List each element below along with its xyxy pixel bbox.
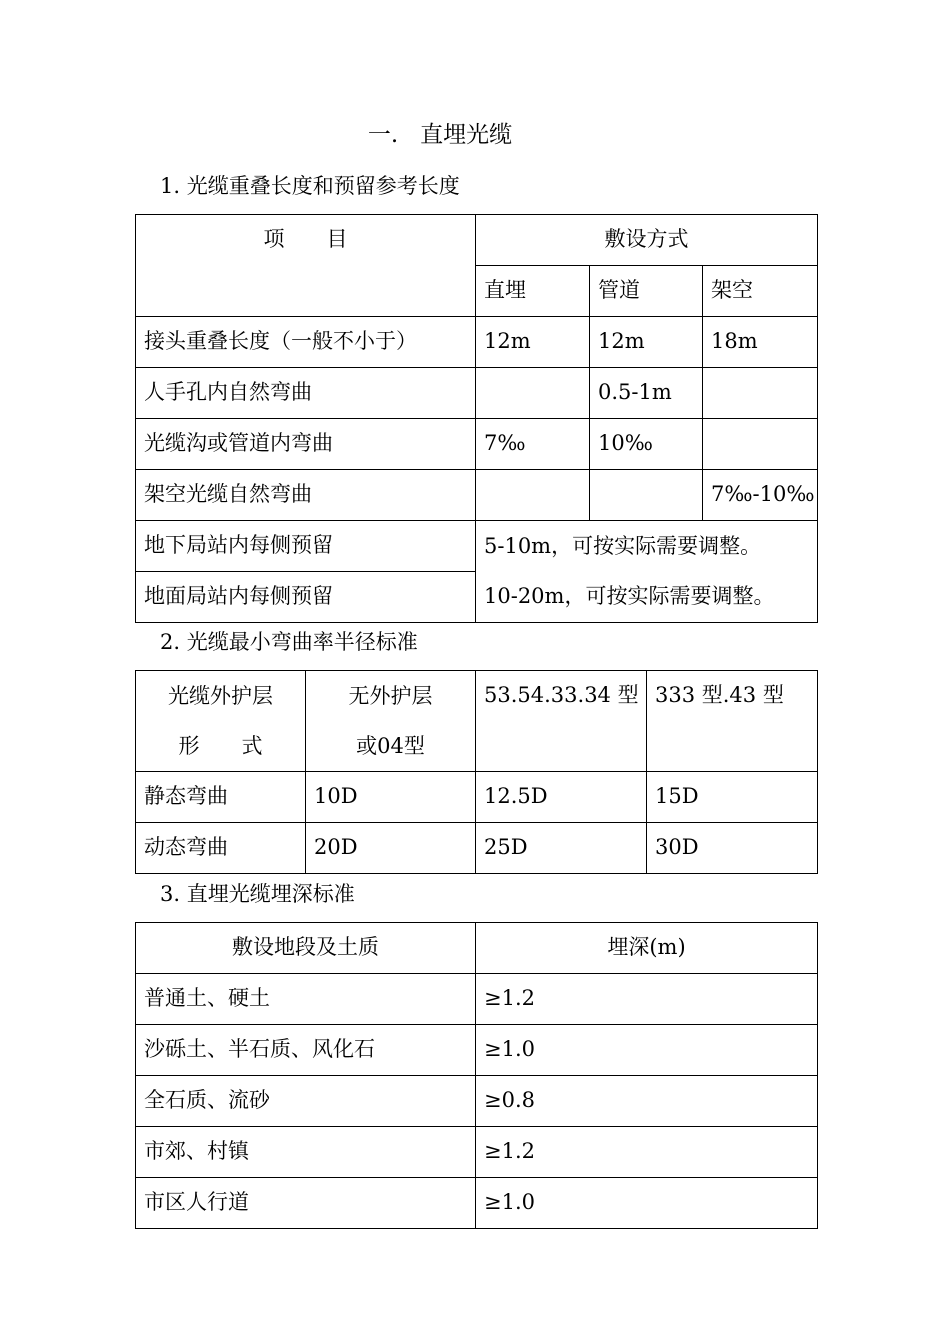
cell-value: ≥0.8 [476,1076,818,1127]
cell-value: 7‰-10‰ [703,470,818,521]
table-row [136,823,818,874]
row-label: 人手孔内自然弯曲 [136,368,476,419]
cell-value: ≥1.2 [476,1127,818,1178]
table-row [136,368,818,419]
burial-depth-table [135,922,818,1229]
table-row [136,521,818,572]
cell-value [590,470,703,521]
section3-heading: 3. 直埋光缆埋深标准 [160,882,355,906]
header-line: 或04型 [356,734,425,758]
row-label: 架空光缆自然弯曲 [136,470,476,521]
section1-heading: 1. 光缆重叠长度和预留参考长度 [160,174,460,198]
page-title [0,116,880,149]
cell-value: 18m [703,317,818,368]
row-label: 全石质、流砂 [136,1076,476,1127]
row-label: 静态弯曲 [136,772,306,823]
cell-value: 12.5D [476,772,647,823]
row-label: 市郊、村镇 [136,1127,476,1178]
cell-value: ≥1.0 [476,1178,818,1229]
header-line: 形 式 [178,734,263,758]
table-row [136,1178,818,1229]
cell-value: 12m [590,317,703,368]
header-no-sheath [306,671,476,772]
title-number: 一. [367,122,399,148]
table-row [136,419,818,470]
header-line: 光缆外护层 [168,684,273,708]
reserve-note: 10-20m，可按实际需要调整。 [484,584,775,608]
header-type-53: 53.54.33.34 型 [476,671,647,772]
cell-value: 10D [306,772,476,823]
cell-value [476,368,590,419]
header-method: 敷设方式 [476,215,818,266]
cell-value: ≥1.0 [476,1025,818,1076]
reserve-notes [476,521,818,623]
subheader-aerial: 架空 [703,266,818,317]
bend-radius-table [135,670,818,874]
header-line: 无外护层 [348,684,433,708]
cell-value [703,368,818,419]
reserve-note: 5-10m，可按实际需要调整。 [484,534,762,558]
row-label: 光缆沟或管道内弯曲 [136,419,476,470]
cell-value: ≥1.2 [476,974,818,1025]
header-type-333: 333 型.43 型 [647,671,818,772]
row-label: 普通土、硬土 [136,974,476,1025]
overlap-reserve-table [135,214,818,623]
table-row [136,1127,818,1178]
table-row [136,1076,818,1127]
header-item: 项 目 [136,215,476,317]
header-sheath-type [136,671,306,772]
row-label: 地下局站内每侧预留 [136,521,476,572]
row-label: 市区人行道 [136,1178,476,1229]
cell-value: 30D [647,823,818,874]
table-row [136,470,818,521]
cell-value: 20D [306,823,476,874]
table-row [136,1025,818,1076]
header-terrain: 敷设地段及土质 [136,923,476,974]
row-label: 地面局站内每侧预留 [136,572,476,623]
table-row [136,974,818,1025]
cell-value: 10‰ [590,419,703,470]
cell-value [476,470,590,521]
cell-value: 12m [476,317,590,368]
table-row [136,317,818,368]
cell-value [703,419,818,470]
row-label: 接头重叠长度（一般不小于） [136,317,476,368]
cell-value: 25D [476,823,647,874]
cell-value: 15D [647,772,818,823]
cell-value: 0.5-1m [590,368,703,419]
header-depth: 埋深(m) [476,923,818,974]
title-text: 直埋光缆 [420,122,513,148]
row-label: 沙砾土、半石质、风化石 [136,1025,476,1076]
row-label: 动态弯曲 [136,823,306,874]
subheader-direct-buried: 直埋 [476,266,590,317]
section2-heading: 2. 光缆最小弯曲率半径标准 [160,630,418,654]
table-row [136,772,818,823]
cell-value: 7‰ [476,419,590,470]
subheader-duct: 管道 [590,266,703,317]
